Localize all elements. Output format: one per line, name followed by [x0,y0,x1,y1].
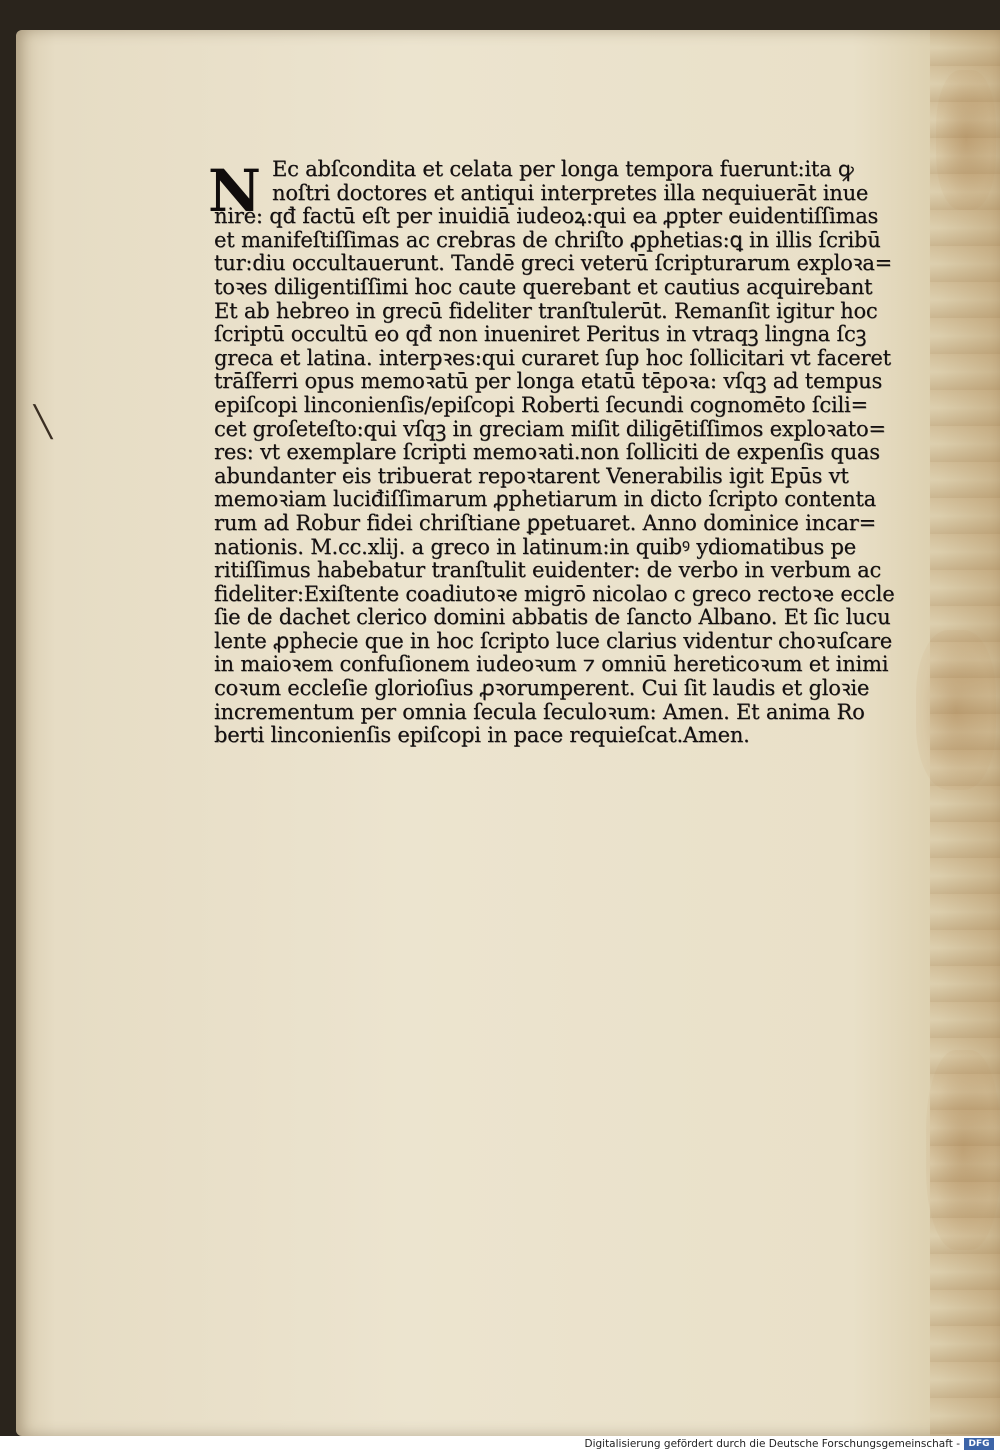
text-line: greca et latina. interpꝛes:qui curaret ſup hoc ſollicitari vt faceret [214,345,891,370]
book-page [16,30,1000,1436]
text-line: trāſferri opus memoꝛatū per longa etatū tēpoꝛa: vſqꝫ ad tempus [214,369,883,394]
text-line: cet groſeteſto:qui vſqꝫ in greciam miſit diligētiſſimos exploꝛato= [214,416,886,441]
text-line: ſcriptū occultū eo qđ non inueniret Peritus in vtraqꝫ lingna ſcꝫ [214,322,867,347]
text-line: ritiſſimus habebatur tranſtulit euidenter: de verbo in verbum ac [214,558,882,583]
text-line: Ec abſcondita et celata per longa tempora fuerunt:ita ꝙ [272,157,854,181]
footer-credit-text: Digitalisierung gefördert durch die Deutsche Forschungsgemeinschaft - [584,1438,960,1450]
decorated-initial: N [208,157,261,225]
digitization-footer [0,1436,1000,1452]
text-line: rum ad Robur fidei chriſtiane ꝑpetuaret. Anno dominice incar= [214,510,877,535]
text-line: ſie de dachet clerico domini abbatis de ſancto Albano. Et ſic lucu [214,605,891,630]
text-line: abundanter eis tribuerat repoꝛtarent Venerabilis igit Epūs vt [214,463,849,488]
dfg-logo-badge: DFG [964,1438,994,1450]
text-line: berti linconienſis epiſcopi in pace requieſcat.Amen. [214,723,750,748]
text-line: lente ꝓphecie que in hoc ſcripto luce clarius videntur choꝛuſcare [214,628,892,653]
main-text-block [208,157,954,748]
text-line: et manifeſtiſſimas ac crebras de chriſto ꝓphetias:ꝗ in illis ſcribū [214,227,881,252]
text-line: fideliter:Exiſtente coadiutoꝛe migrō nicolao c greco rectoꝛe eccle [214,581,895,606]
text-line: nire: qđ factū eſt per inuidiā iudeoꝝ:qui ea ꝓpter euidentiſſimas [214,204,879,229]
text-line: incrementum per omnia ſecula ſeculoꝛum: Amen. Et anima Ro [214,699,865,724]
text-line: tur:diu occultauerunt. Tandē greci veterū ſcripturarum exploꝛa= [214,251,893,276]
text-line: noſtri doctores et antiqui interpretes illa nequiuerāt inue [272,180,869,205]
text-line: in maioꝛem confuſionem iudeoꝛum ⁊ omniū hereticoꝛum et inimi [214,652,889,677]
text-line: res: vt exemplare ſcripti memoꝛati.non ſolliciti de expenſis quas [214,440,880,465]
text-line: nationis. M.cc.xlij. a greco in latinum:in quibꝰ ydiomatibus pe [214,534,856,559]
text-line: memoꝛiam luciđiſſimarum ꝓphetiarum in dicto ſcripto contenta [214,487,876,512]
text-line: Et ab hebreo in grecū fideliter tranſtulerūt. Remanſit igitur hoc [214,298,878,323]
margin-ink-mark: ╲ [34,405,53,440]
text-line: coꝛum eccleſie glorioſius ꝓꝛorumperent. Cui ſit laudis et gloꝛie [214,676,870,701]
text-line: toꝛes diligentiſſimi hoc caute querebant et cautius acquirebant [214,274,873,299]
text-line: epiſcopi linconienſis/epiſcopi Roberti ſecundi cognomēto ſcili= [214,392,868,417]
